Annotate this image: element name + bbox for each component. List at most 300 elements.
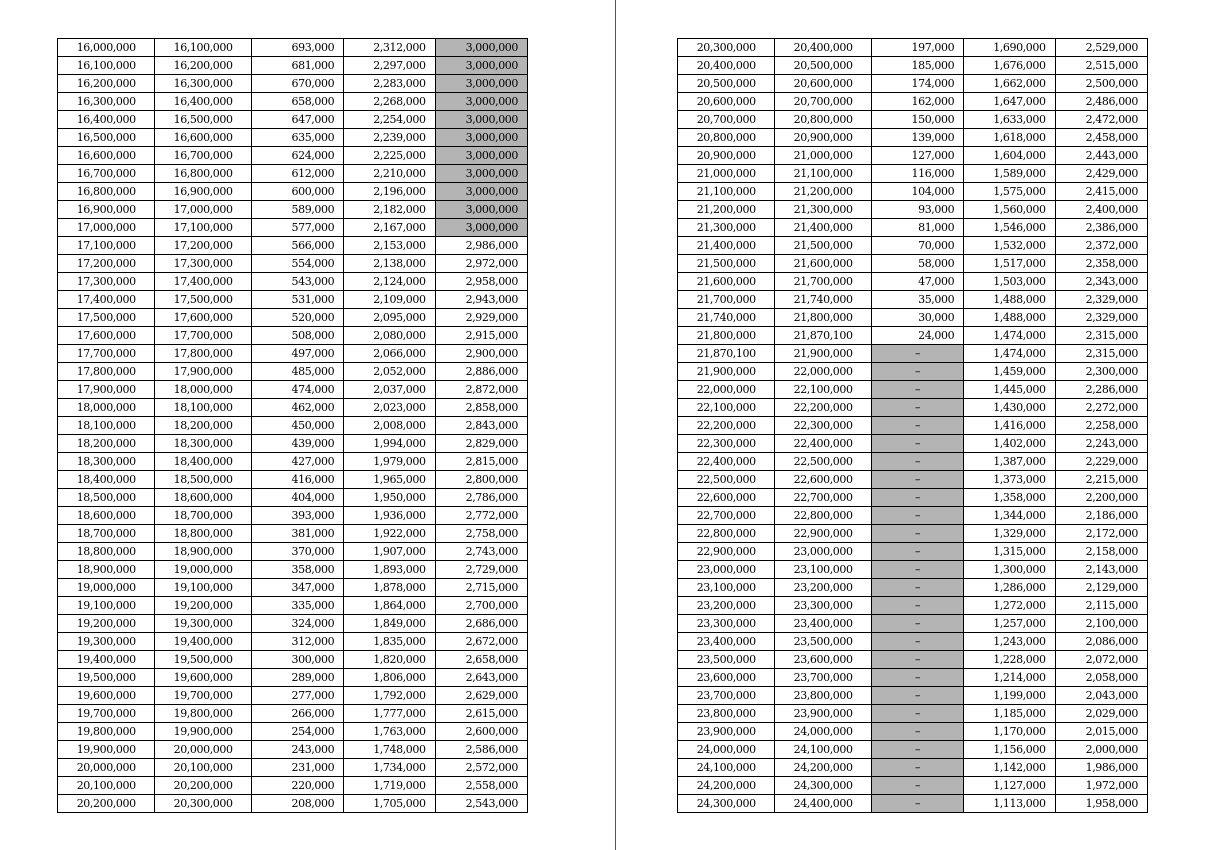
table-cell: 2,515,000 [1055, 57, 1147, 75]
table-cell: 1,972,000 [1055, 777, 1147, 795]
table-cell: 19,700,000 [155, 687, 251, 705]
table-cell: 1,170,000 [964, 723, 1055, 741]
table-cell: 22,900,000 [678, 543, 775, 561]
table-cell: 18,900,000 [58, 561, 155, 579]
table-row [678, 561, 1148, 579]
table-cell: 1,618,000 [964, 129, 1055, 147]
table-cell: 1,922,000 [344, 525, 435, 543]
table-cell: 1,517,000 [964, 255, 1055, 273]
table-cell: 2,153,000 [344, 237, 435, 255]
table-cell: 19,300,000 [155, 615, 251, 633]
table-cell: 2,915,000 [435, 327, 527, 345]
table-cell: 20,100,000 [58, 777, 155, 795]
table-cell: 1,662,000 [964, 75, 1055, 93]
table-cell: 20,000,000 [155, 741, 251, 759]
table-cell: 20,400,000 [678, 57, 775, 75]
table-cell: 508,000 [251, 327, 343, 345]
table-cell: 19,700,000 [58, 705, 155, 723]
table-row [58, 777, 528, 795]
table-cell: 1,488,000 [964, 309, 1055, 327]
table-cell: 22,800,000 [775, 507, 871, 525]
table-cell: 1,979,000 [344, 453, 435, 471]
table-cell: 2,008,000 [344, 417, 435, 435]
table-cell: 2,729,000 [435, 561, 527, 579]
table-cell: 197,000 [871, 39, 963, 57]
table-cell: 2,886,000 [435, 363, 527, 381]
table-cell: 358,000 [251, 561, 343, 579]
table-cell: 18,400,000 [155, 453, 251, 471]
table-cell: 18,200,000 [58, 435, 155, 453]
table-cell: – [871, 723, 963, 741]
table-cell: – [871, 417, 963, 435]
table-cell: 21,600,000 [775, 255, 871, 273]
table-cell: 23,900,000 [678, 723, 775, 741]
table-cell: 23,800,000 [775, 687, 871, 705]
table-cell: 243,000 [251, 741, 343, 759]
table-cell: 404,000 [251, 489, 343, 507]
table-row [678, 741, 1148, 759]
table-cell: 2,229,000 [1055, 453, 1147, 471]
table-row [58, 543, 528, 561]
table-cell: 22,500,000 [678, 471, 775, 489]
table-cell: 300,000 [251, 651, 343, 669]
table-row [678, 507, 1148, 525]
table-cell: 18,000,000 [155, 381, 251, 399]
table-cell: 17,100,000 [155, 219, 251, 237]
table-cell: 20,300,000 [678, 39, 775, 57]
table-cell: 23,100,000 [678, 579, 775, 597]
table-cell: 1,546,000 [964, 219, 1055, 237]
table-cell: – [871, 633, 963, 651]
table-cell: 22,600,000 [775, 471, 871, 489]
table-cell: 577,000 [251, 219, 343, 237]
table-cell: 2,443,000 [1055, 147, 1147, 165]
table-cell: 23,700,000 [678, 687, 775, 705]
table-row [58, 183, 528, 201]
table-row [678, 273, 1148, 291]
table-cell: 1,156,000 [964, 741, 1055, 759]
table-cell: 20,200,000 [155, 777, 251, 795]
table-cell: 24,000,000 [775, 723, 871, 741]
table-cell: 19,100,000 [155, 579, 251, 597]
table-cell: 20,800,000 [678, 129, 775, 147]
table-cell: 21,300,000 [775, 201, 871, 219]
table-cell: 150,000 [871, 111, 963, 129]
table-cell: 18,800,000 [155, 525, 251, 543]
table-cell: 22,400,000 [775, 435, 871, 453]
table-cell: 22,400,000 [678, 453, 775, 471]
table-cell: 19,200,000 [155, 597, 251, 615]
table-cell: 19,500,000 [58, 669, 155, 687]
table-cell: 347,000 [251, 579, 343, 597]
table-cell: 2,700,000 [435, 597, 527, 615]
table-row [58, 633, 528, 651]
table-cell: 23,100,000 [775, 561, 871, 579]
table-cell: 1,994,000 [344, 435, 435, 453]
table-row [58, 165, 528, 183]
table-cell: 23,200,000 [678, 597, 775, 615]
table-cell: 2,858,000 [435, 399, 527, 417]
table-cell: 185,000 [871, 57, 963, 75]
table-cell: 21,500,000 [678, 255, 775, 273]
table-cell: 21,500,000 [775, 237, 871, 255]
table-cell: 1,734,000 [344, 759, 435, 777]
table-cell: 16,800,000 [58, 183, 155, 201]
table-cell: 1,474,000 [964, 327, 1055, 345]
table-cell: 22,300,000 [775, 417, 871, 435]
table-row [678, 291, 1148, 309]
table-cell: – [871, 543, 963, 561]
table-cell: 23,600,000 [775, 651, 871, 669]
table-cell: 381,000 [251, 525, 343, 543]
table-row [678, 165, 1148, 183]
table-cell: 18,600,000 [155, 489, 251, 507]
table-cell: 393,000 [251, 507, 343, 525]
table-cell: 16,400,000 [58, 111, 155, 129]
table-cell: 23,400,000 [775, 615, 871, 633]
table-cell: 2,100,000 [1055, 615, 1147, 633]
table-cell: 19,900,000 [155, 723, 251, 741]
table-cell: 3,000,000 [435, 129, 527, 147]
table-cell: 531,000 [251, 291, 343, 309]
table-cell: 16,600,000 [155, 129, 251, 147]
table-cell: – [871, 525, 963, 543]
table-cell: 2,312,000 [344, 39, 435, 57]
table-cell: 2,043,000 [1055, 687, 1147, 705]
table-cell: 58,000 [871, 255, 963, 273]
table-cell: 21,870,100 [775, 327, 871, 345]
table-cell: 2,225,000 [344, 147, 435, 165]
table-cell: 22,700,000 [775, 489, 871, 507]
table-row [678, 237, 1148, 255]
table-cell: 1,719,000 [344, 777, 435, 795]
table-row [58, 57, 528, 75]
table-row [678, 597, 1148, 615]
table-cell: 19,800,000 [58, 723, 155, 741]
table-cell: 17,900,000 [58, 381, 155, 399]
table-cell: 18,600,000 [58, 507, 155, 525]
table-cell: 1,878,000 [344, 579, 435, 597]
table-cell: 1,864,000 [344, 597, 435, 615]
table-cell: 2,315,000 [1055, 327, 1147, 345]
table-cell: – [871, 363, 963, 381]
table-row [678, 147, 1148, 165]
table-cell: 19,000,000 [155, 561, 251, 579]
table-cell: 1,690,000 [964, 39, 1055, 57]
table-row [58, 255, 528, 273]
table-cell: 2,843,000 [435, 417, 527, 435]
table-cell: 23,800,000 [678, 705, 775, 723]
table-cell: 18,100,000 [58, 417, 155, 435]
table-cell: 208,000 [251, 795, 343, 813]
table-cell: 30,000 [871, 309, 963, 327]
table-cell: 1,402,000 [964, 435, 1055, 453]
table-cell: 1,532,000 [964, 237, 1055, 255]
table-cell: 22,900,000 [775, 525, 871, 543]
table-row [678, 723, 1148, 741]
table-cell: 266,000 [251, 705, 343, 723]
table-cell: 1,986,000 [1055, 759, 1147, 777]
table-cell: 21,740,000 [775, 291, 871, 309]
table-cell: 2,158,000 [1055, 543, 1147, 561]
table-cell: 22,600,000 [678, 489, 775, 507]
table-cell: 220,000 [251, 777, 343, 795]
table-cell: – [871, 471, 963, 489]
table-row [58, 525, 528, 543]
table-cell: – [871, 579, 963, 597]
table-cell: 22,000,000 [775, 363, 871, 381]
table-cell: 3,000,000 [435, 147, 527, 165]
table-row [58, 219, 528, 237]
table-cell: 16,000,000 [58, 39, 155, 57]
table-cell: 21,400,000 [775, 219, 871, 237]
table-cell: 20,400,000 [775, 39, 871, 57]
table-cell: 2,586,000 [435, 741, 527, 759]
table-row [58, 291, 528, 309]
table-row [678, 93, 1148, 111]
table-cell: 17,500,000 [58, 309, 155, 327]
table-cell: 1,488,000 [964, 291, 1055, 309]
table-cell: 20,800,000 [775, 111, 871, 129]
table-row [58, 795, 528, 813]
table-cell: 20,100,000 [155, 759, 251, 777]
table-cell: 20,700,000 [678, 111, 775, 129]
table-cell: 1,806,000 [344, 669, 435, 687]
table-cell: 20,300,000 [155, 795, 251, 813]
table-row [678, 129, 1148, 147]
table-cell: 2,743,000 [435, 543, 527, 561]
table-cell: 23,300,000 [678, 615, 775, 633]
table-cell: 21,740,000 [678, 309, 775, 327]
table-cell: 18,000,000 [58, 399, 155, 417]
table-cell: 1,503,000 [964, 273, 1055, 291]
table-cell: 21,700,000 [678, 291, 775, 309]
table-cell: 1,763,000 [344, 723, 435, 741]
table-cell: 427,000 [251, 453, 343, 471]
table-row [678, 687, 1148, 705]
table-cell: 17,800,000 [58, 363, 155, 381]
table-cell: 2,109,000 [344, 291, 435, 309]
table-cell: 22,500,000 [775, 453, 871, 471]
table-cell: 1,344,000 [964, 507, 1055, 525]
table-cell: 612,000 [251, 165, 343, 183]
table-cell: 19,500,000 [155, 651, 251, 669]
table-cell: 16,100,000 [155, 39, 251, 57]
table-cell: 635,000 [251, 129, 343, 147]
table-cell: 254,000 [251, 723, 343, 741]
table-row [58, 201, 528, 219]
table-cell: 1,445,000 [964, 381, 1055, 399]
table-row [678, 39, 1148, 57]
table-cell: 21,200,000 [775, 183, 871, 201]
table-cell: 24,200,000 [678, 777, 775, 795]
table-cell: – [871, 777, 963, 795]
table-row [678, 345, 1148, 363]
table-cell: 3,000,000 [435, 201, 527, 219]
table-cell: 17,800,000 [155, 345, 251, 363]
table-cell: 2,129,000 [1055, 579, 1147, 597]
table-cell: 16,100,000 [58, 57, 155, 75]
table-cell: 1,329,000 [964, 525, 1055, 543]
table-cell: 22,800,000 [678, 525, 775, 543]
table-row [678, 759, 1148, 777]
table-cell: – [871, 687, 963, 705]
table-cell: 22,100,000 [678, 399, 775, 417]
table-cell: 2,358,000 [1055, 255, 1147, 273]
table-cell: 2,023,000 [344, 399, 435, 417]
table-cell: 1,950,000 [344, 489, 435, 507]
table-cell: 18,300,000 [155, 435, 251, 453]
table-cell: 1,315,000 [964, 543, 1055, 561]
table-cell: 681,000 [251, 57, 343, 75]
table-cell: 1,560,000 [964, 201, 1055, 219]
table-cell: 47,000 [871, 273, 963, 291]
table-cell: 21,300,000 [678, 219, 775, 237]
table-cell: 2,186,000 [1055, 507, 1147, 525]
table-row [58, 75, 528, 93]
table-cell: 1,300,000 [964, 561, 1055, 579]
table-cell: 2,972,000 [435, 255, 527, 273]
table-cell: 1,965,000 [344, 471, 435, 489]
table-row [58, 129, 528, 147]
table-cell: 1,272,000 [964, 597, 1055, 615]
table-row [678, 309, 1148, 327]
table-cell: 2,815,000 [435, 453, 527, 471]
table-cell: 17,400,000 [58, 291, 155, 309]
table-cell: 1,459,000 [964, 363, 1055, 381]
table-cell: 670,000 [251, 75, 343, 93]
table-cell: 20,600,000 [678, 93, 775, 111]
table-cell: 2,943,000 [435, 291, 527, 309]
table-row [678, 111, 1148, 129]
table-cell: 2,558,000 [435, 777, 527, 795]
table-cell: 1,199,000 [964, 687, 1055, 705]
table-row [678, 381, 1148, 399]
table-row [678, 453, 1148, 471]
table-row [58, 309, 528, 327]
table-cell: 2,254,000 [344, 111, 435, 129]
table-cell: – [871, 651, 963, 669]
table-cell: – [871, 453, 963, 471]
table-cell: 24,300,000 [678, 795, 775, 813]
table-cell: – [871, 561, 963, 579]
table-cell: 1,777,000 [344, 705, 435, 723]
table-cell: 1,286,000 [964, 579, 1055, 597]
table-cell: 18,700,000 [58, 525, 155, 543]
table-cell: 116,000 [871, 165, 963, 183]
table-cell: 16,500,000 [155, 111, 251, 129]
table-row [678, 651, 1148, 669]
table-cell: 23,700,000 [775, 669, 871, 687]
table-cell: 450,000 [251, 417, 343, 435]
table-cell: 23,500,000 [678, 651, 775, 669]
table-cell: 2,015,000 [1055, 723, 1147, 741]
table-cell: – [871, 615, 963, 633]
table-cell: 21,900,000 [678, 363, 775, 381]
table-cell: – [871, 435, 963, 453]
table-cell: 24,200,000 [775, 759, 871, 777]
table-cell: 1,604,000 [964, 147, 1055, 165]
right-table [677, 38, 1148, 813]
table-row [678, 615, 1148, 633]
table-cell: 93,000 [871, 201, 963, 219]
table-cell: 2,500,000 [1055, 75, 1147, 93]
table-cell: 16,700,000 [58, 165, 155, 183]
table-cell: 3,000,000 [435, 219, 527, 237]
table-row [58, 507, 528, 525]
table-cell: 554,000 [251, 255, 343, 273]
table-row [58, 759, 528, 777]
table-row [678, 201, 1148, 219]
table-cell: 3,000,000 [435, 165, 527, 183]
table-cell: 23,600,000 [678, 669, 775, 687]
table-cell: 22,300,000 [678, 435, 775, 453]
table-cell: 2,715,000 [435, 579, 527, 597]
table-cell: 174,000 [871, 75, 963, 93]
table-cell: 21,200,000 [678, 201, 775, 219]
table-cell: 2,386,000 [1055, 219, 1147, 237]
table-cell: 2,615,000 [435, 705, 527, 723]
table-cell: 23,000,000 [775, 543, 871, 561]
table-cell: 1,849,000 [344, 615, 435, 633]
table-row [678, 579, 1148, 597]
table-cell: 19,900,000 [58, 741, 155, 759]
table-cell: 2,300,000 [1055, 363, 1147, 381]
table-cell: 24,100,000 [775, 741, 871, 759]
table-cell: 18,200,000 [155, 417, 251, 435]
table-row [58, 399, 528, 417]
table-cell: 21,800,000 [678, 327, 775, 345]
table-cell: 2,372,000 [1055, 237, 1147, 255]
table-cell: 23,500,000 [775, 633, 871, 651]
table-cell: 2,958,000 [435, 273, 527, 291]
table-cell: 19,400,000 [58, 651, 155, 669]
table-cell: 1,589,000 [964, 165, 1055, 183]
table-cell: 19,800,000 [155, 705, 251, 723]
table-cell: 1,907,000 [344, 543, 435, 561]
table-row [58, 345, 528, 363]
table-row [678, 669, 1148, 687]
table-cell: 2,182,000 [344, 201, 435, 219]
table-cell: 1,676,000 [964, 57, 1055, 75]
table-row [58, 741, 528, 759]
table-cell: 324,000 [251, 615, 343, 633]
table-cell: 16,200,000 [155, 57, 251, 75]
table-cell: 3,000,000 [435, 111, 527, 129]
table-cell: 18,500,000 [58, 489, 155, 507]
table-cell: – [871, 705, 963, 723]
table-cell: 21,000,000 [678, 165, 775, 183]
table-row [678, 255, 1148, 273]
table-row [58, 111, 528, 129]
table-cell: 1,893,000 [344, 561, 435, 579]
table-row [58, 615, 528, 633]
table-cell: 19,200,000 [58, 615, 155, 633]
table-cell: – [871, 759, 963, 777]
table-cell: 3,000,000 [435, 57, 527, 75]
table-cell: 2,239,000 [344, 129, 435, 147]
table-cell: 2,900,000 [435, 345, 527, 363]
table-cell: 2,758,000 [435, 525, 527, 543]
table-row [678, 327, 1148, 345]
left-table [57, 38, 528, 813]
table-cell: 70,000 [871, 237, 963, 255]
table-cell: 16,700,000 [155, 147, 251, 165]
table-row [58, 669, 528, 687]
table-cell: – [871, 507, 963, 525]
table-cell: 1,633,000 [964, 111, 1055, 129]
table-cell: 2,829,000 [435, 435, 527, 453]
